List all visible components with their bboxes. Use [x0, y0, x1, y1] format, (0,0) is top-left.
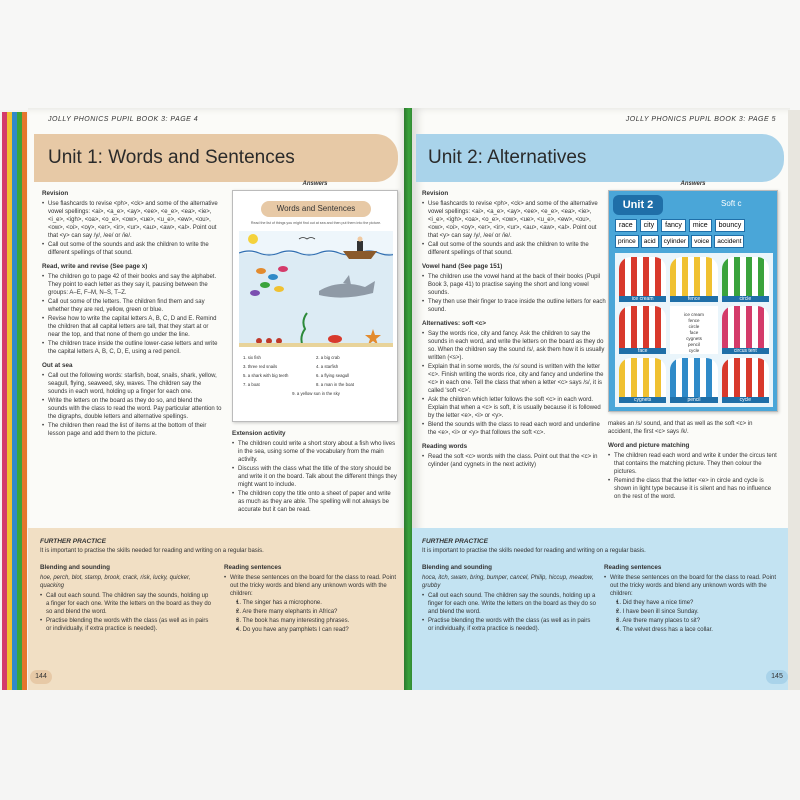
- further-practice-intro: It is important to practise the skills needed for reading and writing on a regular basis.: [40, 548, 264, 554]
- list-item: • Practise blending the words with the class (as well as in pairs or individually, if extra practice is needed).: [40, 617, 212, 633]
- sentence: • 3. Are there many places to sit?: [616, 617, 780, 625]
- answer-sheet-title: Unit 2: [613, 195, 663, 215]
- sentence: • 2. I have been ill since Sunday.: [616, 608, 780, 616]
- sentence: • 2. Are there many elephants in Africa?: [236, 608, 398, 616]
- reading-column: [604, 564, 780, 635]
- list-item: • The children could write a short story about a fish who lives in the sea, using some of the vocabulary from the main activity.: [232, 440, 398, 464]
- reading-words-heading: Reading words: [422, 443, 468, 450]
- answer-sheet-instruction: Read the list of things you might find out at sea and then put them into the picture.: [250, 221, 382, 225]
- tent-label: cygnets: [619, 397, 666, 403]
- word-bank-row-2: [615, 235, 777, 248]
- circus-tent: [670, 358, 717, 403]
- answer-item: 5. a shark with big teeth: [243, 373, 289, 378]
- list-item: • Say the words rice, city and fancy. Ask the children to say the sounds in each word, and write the letters on the board as they do so. When the children say the sound /s/, ask them how it is usually written (<s>).: [422, 330, 606, 362]
- answer-item: 9. a yellow sun in the sky: [292, 391, 340, 396]
- right-text-column: [422, 190, 606, 470]
- circus-tent: [722, 306, 769, 354]
- answers-label: Answers: [680, 181, 706, 187]
- list-item: • Blend the sounds with the class to read each word and underline the <e>, <i> or <y> that follows the soft <c>.: [422, 421, 606, 437]
- page-number: 145: [766, 670, 788, 684]
- word-card: bouncy: [715, 219, 746, 232]
- circus-tent: [722, 358, 769, 403]
- left-text-column: [42, 190, 222, 439]
- background-top: [0, 0, 800, 110]
- sun-icon: [248, 234, 258, 244]
- page-edge-stack: [0, 112, 30, 690]
- sea-picture: [239, 231, 393, 347]
- list-item: • Call out each sound. The children say the sounds, holding up a finger for each one. Write the letters on the board as they do so and blend the word.: [422, 592, 596, 616]
- center-word: pencil: [687, 342, 700, 347]
- list-item: • Call out each sound. The children say the sounds, holding up a finger for each one. Write the letters on the board as they do so and blend the word.: [40, 592, 212, 616]
- running-head: JOLLY PHONICS PUPIL BOOK 3: PAGE 5: [625, 116, 776, 123]
- blending-heading: Blending and sounding: [422, 564, 492, 571]
- left-page: [28, 108, 408, 690]
- list-item: • Practise blending the words with the class (as well as in pairs or individually, if extra practice is needed).: [422, 617, 596, 633]
- list-item: • Ask the children which letter follows the soft <c> in each word. Explain that when a <c> is soft, it is usually because it is followed by the letter <e>, <i> or <y>.: [422, 396, 606, 420]
- tent-label: circle: [722, 296, 769, 302]
- list-item: • Explain that in some words, the /s/ sound is written with the letter <c>. Finish writing the words rice, city and fancy and underline the <c> in each one. Tell the class that when a letter <c> says /s/, it is called 'soft <c>'.: [422, 363, 606, 395]
- unit-banner: [416, 134, 784, 182]
- sentence: • 1. The singer has a microphone.: [236, 599, 398, 607]
- word-card: race: [615, 219, 637, 232]
- crab-icon: [328, 335, 342, 343]
- word-card: mice: [689, 219, 712, 232]
- word-card: accident: [714, 235, 744, 248]
- list-item: • Remind the class that the letter <e> in circle and cycle is shown in light type because it is silent and has no influence on the rest of the word.: [608, 477, 778, 501]
- right-page-edge: [788, 110, 800, 690]
- list-item: • Call out some of the letters. The children find them and say whether they are red, yellow, green or blue.: [42, 298, 222, 314]
- extension-column: [232, 430, 398, 515]
- vowel-hand-heading: Vowel hand (See page 151): [422, 263, 503, 270]
- answer-list: [243, 353, 389, 398]
- sentence: • 4. Do you have any pamphlets I can read?: [236, 626, 398, 634]
- revision-heading: Revision: [42, 190, 69, 197]
- center-word-list: [670, 306, 717, 354]
- word-card: fancy: [661, 219, 686, 232]
- list-item: • Use flashcards to revise <ph>, <ck> and some of the alternative vowel spellings: <ai>, <a_e>, <ay>, <ee>, <e_e>, <ea>, <ie>, <i_e>, <igh>, <oa>, <o_e>, <ow>, <ue>, <u_e>, <ew>, <ou>, <ow>, <oi>, <oy>, <er>, <ir>, <ur>, <au>, <aw>, <al>. Point out that <y> can say /y/, /ee/ or /ie/.: [422, 200, 606, 240]
- list-item: • Read the soft <c> words with the class. Point out that the <c> in cylinder (and cygnets in the next activity): [422, 453, 606, 469]
- blending-words: hoca, itch, swam, bring, bumper, cancel, Philip, hiccup, meadow, grubby: [422, 575, 594, 589]
- list-item: • The children copy the title onto a sheet of paper and write as much as they are able. The spelling will not always be accurate but it can be read.: [232, 490, 398, 514]
- blending-words: hoe, perch, blot, stamp, brook, crack, risk, lucky, quicker, quacking: [40, 575, 191, 589]
- reading-heading: Reading sentences: [604, 564, 662, 571]
- word-card: city: [640, 219, 659, 232]
- further-practice-panel: [28, 528, 408, 690]
- list-item: • Use flashcards to revise <ph>, <ck> and some of the alternative vowel spellings: <ai>, <a_e>, <ay>, <ee>, <e_e>, <ea>, <ie>, <i_e>, <igh>, <oa>, <o_e>, <ow>, <ue>, <u_e>, <ew>, <ou>, <ow>, <oi>, <oy>, <er>, <ir>, <ur>, <au>, <aw>, <al>. Point out that <y> can say /y/, /ee/ or /ie/.: [42, 200, 222, 240]
- revision-heading: Revision: [422, 190, 449, 197]
- blending-column: [40, 564, 212, 634]
- reading-heading: Reading sentences: [224, 564, 282, 571]
- center-word: circle: [688, 324, 700, 329]
- list-item: • The children trace inside the outline lower-case letters and write the capital letters A, B, C, D, E, using a red pencil.: [42, 340, 222, 356]
- center-word: cycle: [688, 348, 700, 353]
- tent-label: fence: [670, 296, 717, 302]
- list-item: • The children then read the list of items at the bottom of their lesson page and add them to the picture.: [42, 422, 222, 438]
- list-item: • Discuss with the class what the title of the story should be and write it on the board. Talk about the different things they might want to include.: [232, 465, 398, 489]
- list-item: • Revise how to write the capital letters A, B, C, D and E. Remind the children that all capital letters are tall, that they start at or near the top, and that none of them go under the line.: [42, 315, 222, 339]
- unit-title: Unit 2: Alternatives: [428, 147, 587, 168]
- tent-label: pencil: [670, 397, 717, 403]
- answer-item: 1. six fish: [243, 355, 261, 360]
- list-item: • Call out the following words: starfish, boat, snails, shark, yellow, seagull, flying, seaweed, sky, waves. The children say the sounds in each word, holding up a finger for each one.: [42, 372, 222, 396]
- list-item: • The children read each word and write it under the circus tent that contains the matching picture. They then colour the pictures.: [608, 452, 778, 476]
- answer-item: 7. a boat: [243, 382, 260, 387]
- list-item: • Write these sentences on the board for the class to read. Point out the tricky words and blend any unknown words with the children:: [224, 574, 398, 598]
- unit-title: Unit 1: Words and Sentences: [48, 147, 295, 168]
- reading-column: [224, 564, 398, 635]
- alternatives-heading: Alternatives: soft <c>: [422, 320, 487, 327]
- list-item: • They then use their finger to trace inside the outline letters for each sound.: [422, 298, 606, 314]
- word-card: acid: [641, 235, 659, 248]
- circus-tent: [670, 257, 717, 302]
- word-card: cylinder: [661, 235, 689, 248]
- circus-tent: [722, 257, 769, 302]
- center-word: ice cream: [684, 312, 704, 317]
- out-at-sea-heading: Out at sea: [42, 362, 73, 369]
- answer-item: 2. a big crab: [316, 355, 340, 360]
- word-bank-row-1: [615, 219, 773, 232]
- circus-tent: [619, 257, 666, 302]
- sentence: • 1. Did they have a nice time?: [616, 599, 780, 607]
- center-word: fence: [688, 318, 700, 323]
- answer-sheet-subtitle: Soft c: [721, 199, 742, 208]
- sentence: • 3. The book has many interesting phrases.: [236, 617, 398, 625]
- further-practice-title: FURTHER PRACTICE: [40, 538, 106, 545]
- word-card: prince: [615, 235, 639, 248]
- further-practice-panel: [412, 528, 790, 690]
- blending-column: [422, 564, 596, 634]
- page-number: 144: [30, 670, 52, 684]
- word-card: voice: [691, 235, 712, 248]
- circus-tent-grid: [615, 253, 773, 407]
- word-picture-column: [608, 420, 778, 502]
- list-item: • The children use the vowel hand at the back of their books (Pupil Book 3, page 41) to practise saying the short and long vowel sounds.: [422, 273, 606, 297]
- answer-sheet-title: Words and Sentences: [261, 201, 371, 217]
- center-word: cygnets: [686, 336, 702, 341]
- right-page: [412, 108, 790, 690]
- word-picture-heading: Word and picture matching: [608, 442, 690, 449]
- tent-label: cycle: [722, 397, 769, 403]
- answers-label: Answers: [302, 181, 328, 187]
- center-word: face: [689, 330, 699, 335]
- list-item: • The children go to page 42 of their books and say the alphabet. They point to each letter as they say it, pausing between the groups: A–E, F–M, N–S, T–Z.: [42, 273, 222, 297]
- tent-label: circus tent: [722, 348, 769, 354]
- tent-label: face: [619, 348, 666, 354]
- running-head: JOLLY PHONICS PUPIL BOOK 3: PAGE 4: [48, 116, 199, 123]
- circus-tent: [619, 358, 666, 403]
- list-item: • Call out some of the sounds and ask the children to write the different spellings of that sound.: [42, 241, 222, 257]
- extension-heading: Extension activity: [232, 430, 286, 437]
- list-item: • Write the letters on the board as they do so, and blend the sounds with the class to read the word. Pay particular attention to the digraphs, double letters and alternative spellings.: [42, 397, 222, 421]
- unit-banner: [34, 134, 398, 182]
- list-item: • Write these sentences on the board for the class to read. Point out the tricky words and blend any unknown words with the children:: [604, 574, 780, 598]
- read-write-heading: Read, write and revise (See page x): [42, 263, 148, 270]
- answer-item: 6. a flying seagull: [316, 373, 350, 378]
- further-practice-intro: It is important to practise the skills needed for reading and writing on a regular basis.: [422, 548, 646, 554]
- sentence: • 4. The velvet dress has a lace collar.: [616, 626, 780, 634]
- tent-label: ice cream: [619, 296, 666, 302]
- answer-item: 4. a starfish: [316, 364, 339, 369]
- background-bottom: [0, 690, 800, 800]
- answer-item: 3. three red snails: [243, 364, 278, 369]
- blending-heading: Blending and sounding: [40, 564, 110, 571]
- circus-tent: [619, 306, 666, 354]
- list-item: • Call out some of the sounds and ask the children to write the different spellings of that sound.: [422, 241, 606, 257]
- further-practice-title: FURTHER PRACTICE: [422, 538, 488, 545]
- answer-item: 8. a man in the boat: [316, 382, 354, 387]
- continued-text: makes an /s/ sound, and that as well as the soft <c> in accident, the first <c> says /k/.: [608, 421, 753, 435]
- answer-sheet: [232, 181, 398, 422]
- answer-sheet: [608, 181, 778, 412]
